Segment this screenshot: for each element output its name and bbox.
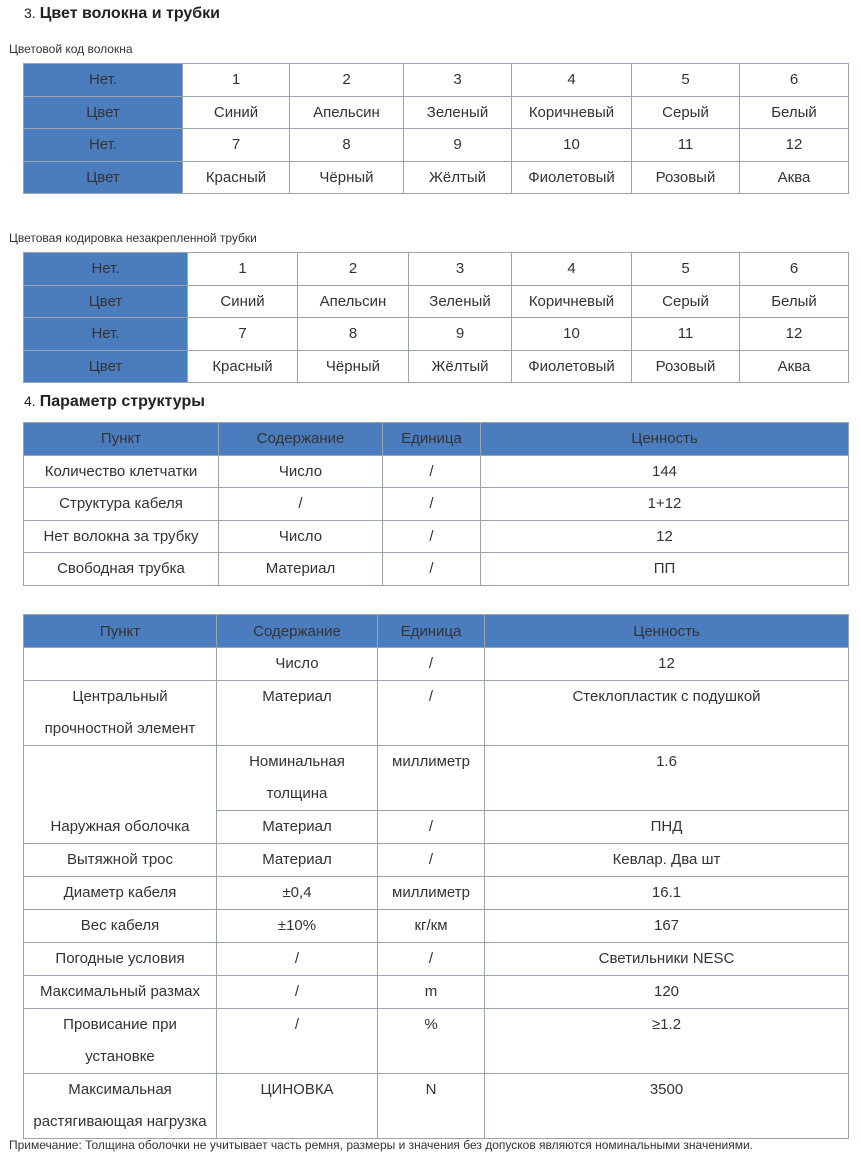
table-cell: ±10% [217,910,378,943]
table-cell: 5 [632,64,740,97]
table-row [24,520,849,553]
cell-line: установке [85,1048,155,1065]
column-header: Содержание [219,423,383,456]
column-header: Единица [383,423,481,456]
table-cell: 2 [298,253,409,286]
table-cell: 1 [188,253,298,286]
table-cell: Фиолетовый [512,161,632,194]
row-label: Нет. [24,253,188,286]
table-header-row [24,615,849,648]
cell-line: Центральный [72,688,168,705]
table-cell: 3 [404,64,512,97]
table-cell: 4 [512,64,632,97]
table-cell: 4 [512,253,632,286]
table-cell: Чёрный [298,350,409,383]
table-cell: Апельсин [290,96,404,129]
cell-line: растягивающая нагрузка [33,1113,207,1130]
table-cell: Материал [217,844,378,877]
table-cell: 9 [409,318,512,351]
table-cell: ПП [481,553,849,586]
table-cell: Белый [740,285,849,318]
section-3-heading: 3. Цвет волокна и трубки [24,5,221,22]
table-cell: 1+12 [481,488,849,521]
table-cell: 3500 [485,1074,849,1139]
tube-color-caption: Цветовая кодировка незакрепленной трубки [9,231,257,245]
table-row [24,943,849,976]
table-cell: ЦИНОВКА [217,1074,378,1139]
table-cell: 144 [481,455,849,488]
table-cell: миллиметр [378,877,485,910]
row-label: Цвет [24,96,183,129]
row-label: Нет. [24,64,183,97]
table-cell: 11 [632,129,740,162]
table-cell: Вес кабеля [24,910,217,943]
table-cell: Количество клетчатки [24,455,219,488]
table-cell: Число [217,648,378,681]
table-cell: 10 [512,129,632,162]
column-header: Единица [378,615,485,648]
cell-line: Номинальная [249,753,345,770]
table-cell: Розовый [632,161,740,194]
table-cell: 8 [298,318,409,351]
table-row [24,877,849,910]
table-cell: 8 [290,129,404,162]
column-header: Ценность [485,615,849,648]
table-row [24,253,849,286]
cell-line: Провисание при [63,1016,177,1033]
table-cell: 7 [183,129,290,162]
table-cell: / [217,976,378,1009]
section-4-heading: 4. Параметр структуры [24,393,205,410]
table-cell: Зеленый [404,96,512,129]
table-cell: Свободная трубка [24,553,219,586]
footnote: Примечание: Толщина оболочки не учитывает часть ремня, размеры и значения без допусков являются номинальными значениями. [9,1138,753,1152]
table-cell: 2 [290,64,404,97]
table-cell: Структура кабеля [24,488,219,521]
table-cell: 11 [632,318,740,351]
table-cell: Материал [217,681,378,746]
table-cell: / [383,455,481,488]
table-row [24,746,849,811]
table-row [24,910,849,943]
table-header-row [24,423,849,456]
table-cell: Розовый [632,350,740,383]
table-cell: Светильники NESC [485,943,849,976]
cell-line: прочностной элемент [44,720,196,737]
table-cell: / [378,648,485,681]
table-row [24,285,849,318]
table-cell: 3 [409,253,512,286]
table-cell: Белый [740,96,849,129]
table-cell: 12 [481,520,849,553]
structure-table [23,422,849,586]
table-cell: 6 [740,64,849,97]
table-cell: ПНД [485,811,849,844]
table-cell: 5 [632,253,740,286]
table-cell: / [378,681,485,746]
table-cell: Диаметр кабеля [24,877,217,910]
table-cell: Фиолетовый [512,350,632,383]
table-row [24,318,849,351]
column-header: Пункт [24,615,217,648]
column-header: Пункт [24,423,219,456]
table-cell: / [217,943,378,976]
column-header: Ценность [481,423,849,456]
row-label: Цвет [24,350,188,383]
table-cell: Материал [217,811,378,844]
table-cell: Жёлтый [409,350,512,383]
table-cell: / [383,553,481,586]
table-cell: Коричневый [512,96,632,129]
table-cell: 1 [183,64,290,97]
table-cell: Коричневый [512,285,632,318]
table-cell: 120 [485,976,849,1009]
table-cell: миллиметр [378,746,485,811]
table-cell: Зеленый [409,285,512,318]
table-cell [24,681,217,746]
table-cell: / [378,811,485,844]
table-cell: 167 [485,910,849,943]
table-cell: Жёлтый [404,161,512,194]
table-row [24,976,849,1009]
row-label: Цвет [24,285,188,318]
table-cell: Вытяжной трос [24,844,217,877]
table-cell: Число [219,520,383,553]
table-cell: 10 [512,318,632,351]
table-cell: 7 [188,318,298,351]
table-row [24,1074,849,1139]
table-cell: Красный [183,161,290,194]
table-cell: 12 [740,129,849,162]
table-cell: Максимальный размах [24,976,217,1009]
table-cell: / [383,488,481,521]
table-cell: 12 [740,318,849,351]
table-cell: Апельсин [298,285,409,318]
fiber-color-table [23,63,849,194]
table-row [24,681,849,746]
table-row [24,129,849,162]
cell-line: Максимальная [68,1081,172,1098]
table-row [24,455,849,488]
table-row [24,488,849,521]
table-cell: Серый [632,285,740,318]
table-cell: m [378,976,485,1009]
table-cell: / [219,488,383,521]
table-cell: Материал [219,553,383,586]
table-cell: 1.6 [485,746,849,811]
table-cell: Красный [188,350,298,383]
table-cell [217,746,378,811]
column-header: Содержание [217,615,378,648]
table-row [24,844,849,877]
table-row [24,648,849,681]
table-cell: Аква [740,350,849,383]
table-cell: Погодные условия [24,943,217,976]
table-cell: Нет волокна за трубку [24,520,219,553]
table-cell [24,1074,217,1139]
table-cell: % [378,1009,485,1074]
table-cell: кг/км [378,910,485,943]
table-cell: Чёрный [290,161,404,194]
table-row [24,553,849,586]
table-cell: Синий [188,285,298,318]
row-label: Нет. [24,129,183,162]
table-row [24,1009,849,1074]
table-cell: Серый [632,96,740,129]
table-cell: ≥1.2 [485,1009,849,1074]
table-cell: Синий [183,96,290,129]
table-cell: ±0,4 [217,877,378,910]
table-cell: N [378,1074,485,1139]
table-cell: Число [219,455,383,488]
table-cell: 16.1 [485,877,849,910]
table-cell: Кевлар. Два шт [485,844,849,877]
table-cell: 6 [740,253,849,286]
table-row [24,64,849,97]
table-cell: Наружная оболочка [24,746,217,844]
table-cell: / [378,844,485,877]
table-cell: 9 [404,129,512,162]
table-cell [24,1009,217,1074]
table-cell: / [383,520,481,553]
table-row [24,96,849,129]
table-row [24,161,849,194]
table-cell: / [378,943,485,976]
table-cell: 12 [485,648,849,681]
table-cell: Стеклопластик с подушкой [485,681,849,746]
tube-color-table [23,252,849,383]
table-cell: / [217,1009,378,1074]
row-label: Нет. [24,318,188,351]
cell-line: толщина [266,785,328,802]
row-label: Цвет [24,161,183,194]
fiber-color-caption: Цветовой код волокна [9,42,133,56]
table-row [24,350,849,383]
parameter-table [23,614,849,1139]
table-cell: Аква [740,161,849,194]
table-cell [24,648,217,681]
